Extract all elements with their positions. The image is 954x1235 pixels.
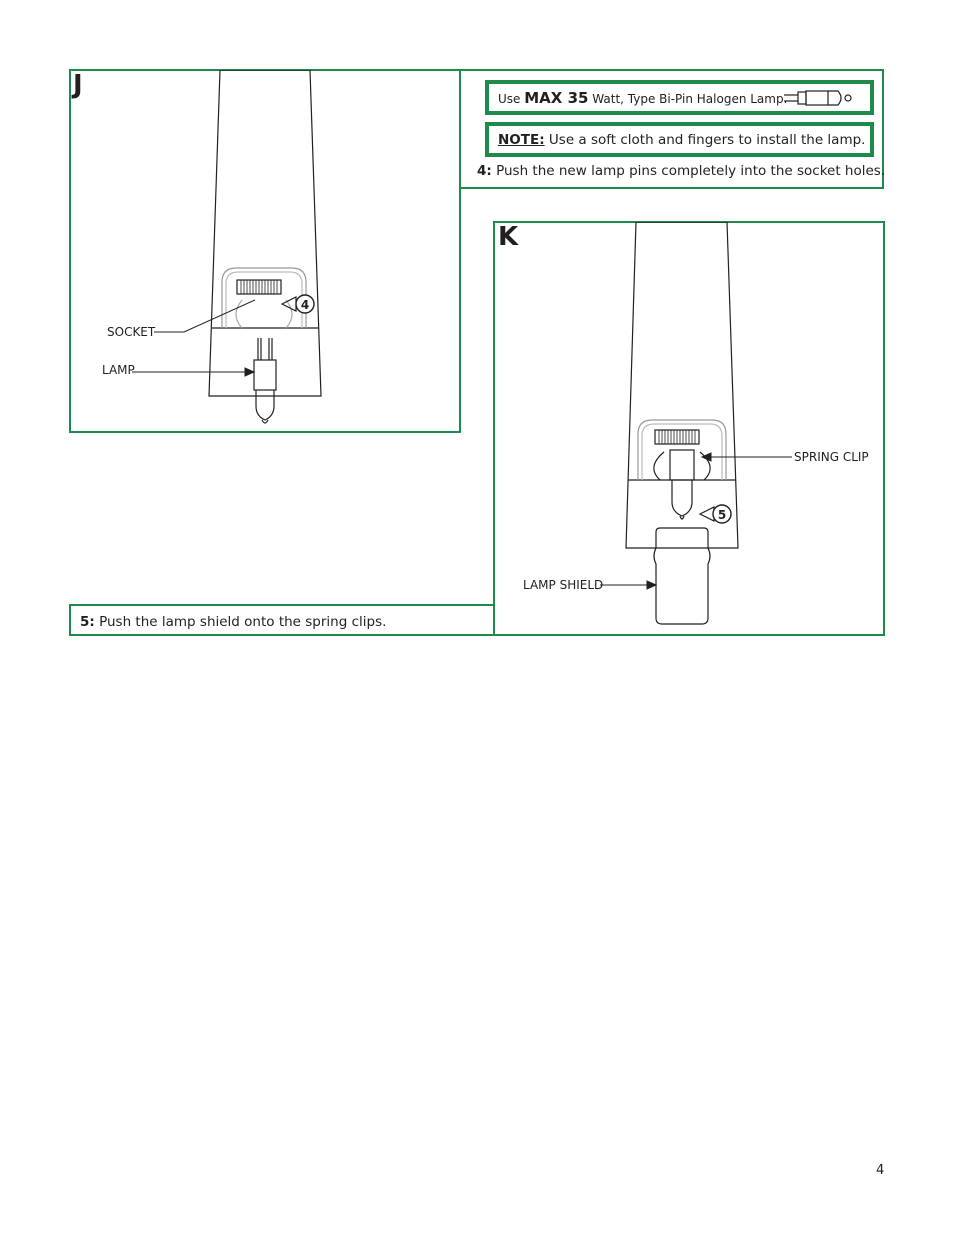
lamp-spec-max: MAX 35 xyxy=(524,89,589,107)
note-text xyxy=(498,130,865,150)
page-number: 4 xyxy=(876,1163,885,1178)
spring-clip-label: SPRING CLIP xyxy=(794,450,869,464)
fixture-body xyxy=(626,222,738,548)
badge-4-text: 4 xyxy=(300,298,310,312)
note-body: Use a soft cloth and fingers to install the lamp. xyxy=(544,132,866,148)
badge-5-text: 5 xyxy=(717,508,727,522)
step-5-text: Push the lamp shield onto the spring clips. xyxy=(94,614,387,630)
lamp-label: LAMP xyxy=(102,363,135,377)
step-4-text: Push the new lamp pins completely into the socket holes. xyxy=(491,163,886,179)
step-5 xyxy=(80,614,386,630)
panel-j-letter: J xyxy=(73,70,83,100)
panel-k-letter: K xyxy=(498,222,519,252)
step-5-number: 5: xyxy=(80,614,95,630)
bipin-halogen-lamp-icon xyxy=(782,88,854,108)
lamp xyxy=(254,338,276,423)
step-badge-icon xyxy=(700,505,731,523)
note-label: NOTE: xyxy=(498,132,545,148)
panel-j-illustration xyxy=(70,70,460,432)
socket-label: SOCKET xyxy=(107,325,156,339)
step-badge-icon xyxy=(282,295,314,313)
spring-clip xyxy=(654,452,664,480)
lamp-shield-label: LAMP SHIELD xyxy=(523,578,604,592)
step-4 xyxy=(477,163,885,179)
lamp-spec-rest: Watt, Type Bi-Pin Halogen Lamp. xyxy=(592,92,788,106)
lamp-spec-text xyxy=(498,88,787,108)
lamp-spec-use: Use xyxy=(498,92,521,106)
panel-k-illustration xyxy=(494,222,884,635)
lamp-shield xyxy=(654,528,710,624)
step-4-number: 4: xyxy=(477,163,492,179)
fixture-body xyxy=(209,70,321,396)
